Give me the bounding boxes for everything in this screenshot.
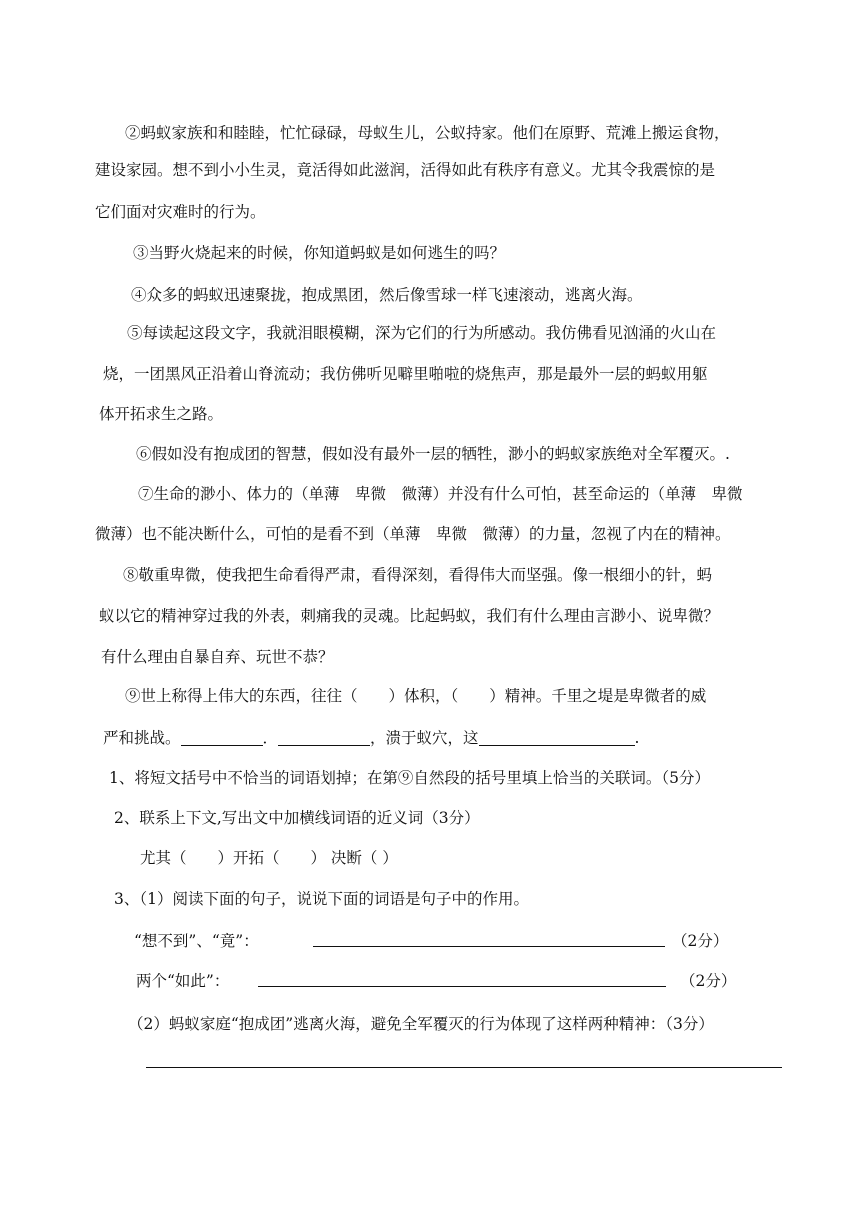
passage-para-8-line-1: ⑧敬重卑微，使我把生命看得严肃，看得深刻，看得伟大而坚强。像一根细小的针，蚂 [123,566,713,584]
passage-para-9-line-1: ⑨世上称得上伟大的东西，往往（ ）体积，（ ）精神。千里之堤是卑微者的威 [125,687,707,705]
para-9-text-c: ，溃于蚁穴，这 [370,729,479,747]
fill-blank-2[interactable] [278,729,370,746]
question-2: 2、联系上下文,写出文中加横线词语的近义词（3分） [114,809,480,827]
passage-para-7-line-1: ⑦生命的渺小、体力的（单薄 卑微 微薄）并没有什么可怕，甚至命运的（单薄 卑微 [138,485,743,503]
passage-para-5-line-3: 体开拓求生之路。 [99,405,224,423]
question-2-items: 尤其（ ）开拓（ ） 决断（ ） [140,849,398,867]
passage-para-9-line-2 [103,726,639,750]
para-9-text-a: 严和挑战。 [103,729,181,747]
passage-para-8-line-3: 有什么理由自暴自弃、玩世不恭？ [101,648,334,666]
passage-para-6: ⑥假如没有抱成团的智慧，假如没有最外一层的牺牲，渺小的蚂蚁家族绝对全军覆灭。. [136,445,730,463]
passage-para-8-line-2: 蚁以它的精神穿过我的外表，刺痛我的灵魂。比起蚂蚁，我们有什么理由言渺小、说卑微？ [99,607,720,625]
passage-para-5-line-1: ⑤每读起这段文字，我就泪眼模糊，深为它们的行为所感动。我仿佛看见汹涌的火山在 [127,324,717,342]
answer-line-3-2[interactable] [146,1067,782,1068]
question-3-part-1: 3、（1）阅读下面的句子，说说下面的词语是句子中的作用。 [114,890,529,908]
para-9-text-b: ． [262,729,279,747]
question-3-b-score: （2分） [680,972,737,990]
question-3-a-score: （2分） [672,932,729,950]
question-3-part-2: （2）蚂蚁家庭“抱成团”逃离火海，避免全军覆灭的行为体现了这样两种精神：（3分） [128,1015,714,1033]
question-3-b-label: 两个“如此”： [136,972,230,990]
passage-para-4: ④众多的蚂蚁迅速聚拢，抱成黑团，然后像雪球一样飞速滚动，逃离火海。 [131,286,643,304]
passage-para-7-line-2: 微薄）也不能决断什么，可怕的是看不到（单薄 卑微 微薄）的力量，忽视了内在的精神。 [95,525,731,543]
fill-blank-1[interactable] [181,729,263,746]
answer-line-3b[interactable] [258,986,666,987]
passage-para-5-line-2: 烧，一团黑风正沿着山脊流动；我仿佛听见噼里啪啦的烧焦声，那是最外一层的蚂蚁用躯 [103,365,708,383]
passage-para-3: ③当野火烧起来的时候，你知道蚂蚁是如何逃生的吗？ [133,244,506,262]
passage-para-2-line-3: 它们面对灾难时的行为。 [95,203,266,221]
passage-para-2-line-1: ②蚂蚁家族和和睦睦，忙忙碌碌，母蚁生儿，公蚁持家。他们在原野、荒滩上搬运食物， [125,124,730,142]
passage-para-2-line-2: 建设家园。想不到小小生灵，竟活得如此滋润，活得如此有秩序有意义。尤其令我震惊的是 [95,161,716,179]
question-3-a-label: “想不到”、“竟”： [134,932,259,950]
fill-blank-3[interactable] [479,729,635,746]
para-9-text-d: . [634,729,640,747]
question-1: 1、将短文括号中不恰当的词语划掉；在第⑨自然段的括号里填上恰当的关联词。（5分） [109,769,710,787]
answer-line-3a[interactable] [313,946,665,947]
